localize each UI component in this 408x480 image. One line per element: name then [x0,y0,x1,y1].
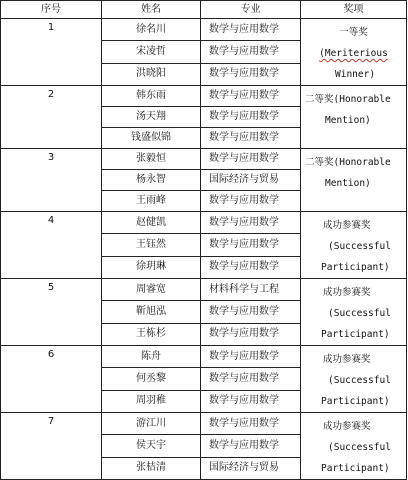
award-line: 成功参赛奖 [323,287,371,298]
member-name: 侯天宇 [102,435,201,457]
member-name: 周羽稚 [102,390,201,412]
team-award [301,212,407,279]
team-award [301,86,407,149]
member-major: 数学与应用数学 [201,149,301,170]
header-row [1,1,407,19]
award-line: 成功参赛奖 [323,421,371,432]
award-line: Participant) [321,329,390,340]
award-line: Participant) [321,262,390,273]
team-seq: 2 [1,86,102,149]
member-major: 数学与应用数学 [201,191,301,212]
table-row [1,346,407,368]
member-major: 数学与应用数学 [201,212,301,234]
team-award [301,19,407,86]
member-name: 游江川 [102,413,201,435]
member-major: 数学与应用数学 [201,346,301,368]
team-award [301,346,407,413]
member-major: 数学与应用数学 [201,390,301,412]
award-line: (Successful [328,375,391,386]
member-major: 数学与应用数学 [201,107,301,128]
team-award [301,279,407,346]
award-line: 成功参赛奖 [323,220,371,231]
member-name: 徐名川 [102,19,201,41]
member-major: 数学与应用数学 [201,256,301,278]
team-seq: 5 [1,279,102,346]
member-major: 数学与应用数学 [201,86,301,107]
member-name: 靳旭泓 [102,301,201,323]
member-major: 材料科学与工程 [201,279,301,301]
award-line: (Successful [328,241,391,252]
member-name: 张桔清 [102,457,201,479]
member-major: 数学与应用数学 [201,323,301,345]
member-major: 数学与应用数学 [201,128,301,149]
member-major: 数学与应用数学 [201,301,301,323]
member-name: 张毅恒 [102,149,201,170]
member-name: 何丞黎 [102,368,201,390]
member-major: 国际经济与贸易 [201,170,301,191]
member-name: 赵健凯 [102,212,201,234]
award-line: (Meriterious [319,48,388,59]
member-major: 数学与应用数学 [201,413,301,435]
member-major: 数学与应用数学 [201,368,301,390]
award-line: 二等奖(Honorable [305,157,391,168]
award-line: Mention) [325,115,371,126]
member-name: 钱盛似锦 [102,128,201,149]
team-seq: 7 [1,413,102,480]
header-seq: 序号 [1,1,102,19]
member-major: 数学与应用数学 [201,41,301,63]
member-name: 杨永智 [102,170,201,191]
team-seq: 3 [1,149,102,212]
member-name: 洪晓阳 [102,63,201,85]
member-name: 韩东雨 [102,86,201,107]
member-name: 周睿宽 [102,279,201,301]
table-row [1,19,407,41]
team-award [301,149,407,212]
member-name: 汤天翔 [102,107,201,128]
award-line: 一等奖 [339,27,368,38]
award-line: (Successful [328,308,391,319]
member-name: 王栋杉 [102,323,201,345]
award-line: 二等奖(Honorable [305,94,391,105]
member-major: 数学与应用数学 [201,63,301,85]
team-award [301,413,407,480]
member-major: 数学与应用数学 [201,19,301,41]
table-body [1,19,407,480]
award-line: Mention) [325,178,371,189]
member-name: 徐玥琳 [102,256,201,278]
team-seq: 1 [1,19,102,86]
team-seq: 6 [1,346,102,413]
member-major: 数学与应用数学 [201,435,301,457]
member-name: 宋凌哲 [102,41,201,63]
header-name: 姓名 [102,1,201,19]
award-line: 成功参赛奖 [323,354,371,365]
member-name: 王钰然 [102,234,201,256]
member-major: 数学与应用数学 [201,234,301,256]
header-major: 专业 [201,1,301,19]
header-award: 奖项 [301,1,407,19]
award-line: Participant) [321,396,390,407]
member-major: 国际经济与贸易 [201,457,301,479]
table-row [1,86,407,107]
table-row [1,149,407,170]
table-row [1,212,407,234]
award-line: Participant) [321,463,390,474]
member-name: 陈舟 [102,346,201,368]
member-name: 王雨峰 [102,191,201,212]
award-line: Winner) [335,69,376,80]
table-row [1,413,407,435]
award-line: (Successful [328,442,391,453]
team-seq: 4 [1,212,102,279]
table-row [1,279,407,301]
